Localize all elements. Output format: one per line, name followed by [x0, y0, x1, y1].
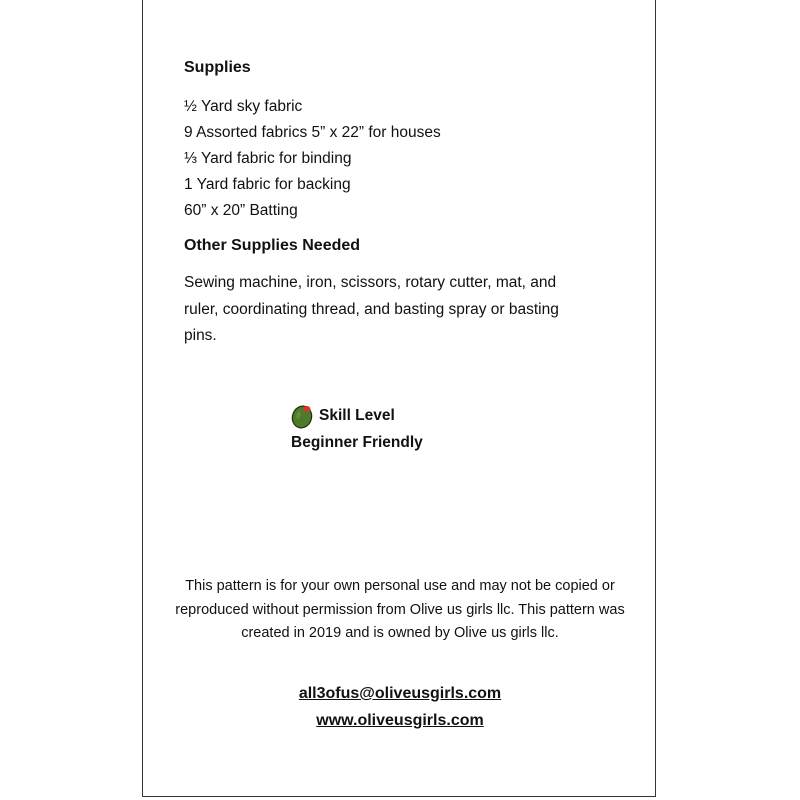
skill-level-block — [291, 402, 423, 456]
contact-links — [143, 680, 657, 734]
supply-item: ½ Yard sky fabric — [184, 98, 303, 115]
olive-icon — [291, 403, 313, 429]
supplies-heading: Supplies — [184, 59, 251, 76]
other-supplies-text: Sewing machine, iron, scissors, rotary cutter, mat, and ruler, coordinating thread, and basting spray or basting pins. — [184, 274, 559, 344]
supply-item: 60” x 20” Batting — [184, 202, 298, 219]
copyright-notice: This pattern is for your own personal use and may not be copied or reproduced without permission from Olive us girls llc. This pattern was created in 2019 and is owned by Olive us girls llc. — [175, 578, 625, 641]
skill-level-value: Beginner Friendly — [291, 434, 423, 451]
email-link[interactable]: all3ofus@oliveusgirls.com — [298, 685, 502, 702]
supply-item: 1 Yard fabric for backing — [184, 176, 351, 193]
supply-item: ⅓ Yard fabric for binding — [184, 150, 352, 167]
supply-item: 9 Assorted fabrics 5” x 22” for houses — [184, 124, 441, 141]
skill-level-label: Skill Level — [319, 407, 395, 424]
other-supplies-heading: Other Supplies Needed — [184, 237, 361, 254]
pattern-card — [142, 0, 656, 797]
supplies-list — [184, 94, 441, 224]
website-link[interactable]: www.oliveusgirls.com — [316, 712, 484, 729]
